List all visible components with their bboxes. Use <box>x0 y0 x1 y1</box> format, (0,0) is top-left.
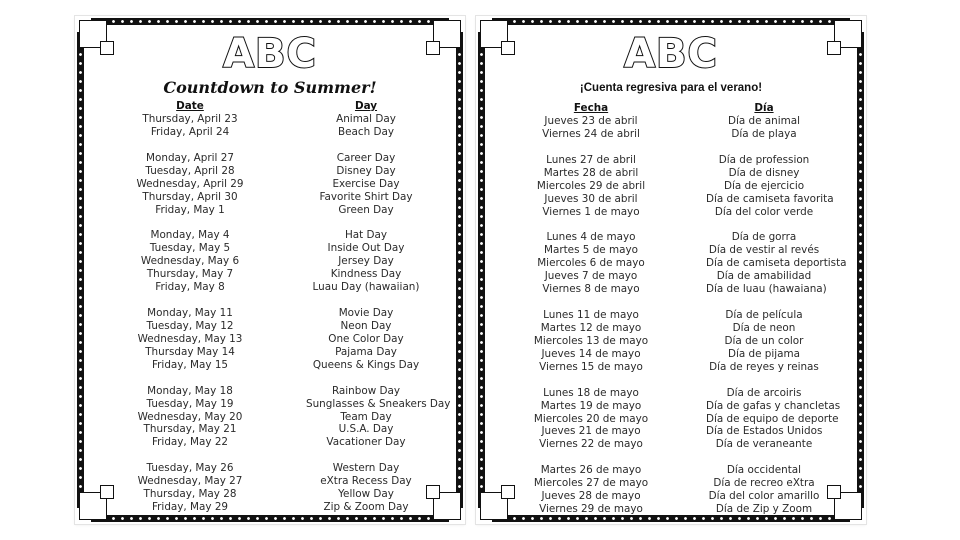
date-cell: Wednesday, May 27 <box>137 475 243 488</box>
theme-day-cell: Exercise Day <box>332 177 400 190</box>
schedule-row <box>476 257 866 270</box>
theme-day-cell: Día de arcoiris <box>726 386 802 399</box>
theme-day-cell: Yellow Day <box>338 488 394 501</box>
theme-day-cell: Team Day <box>340 410 392 423</box>
day-column-header: Day <box>354 100 378 112</box>
date-cell: Viernes 15 de mayo <box>539 360 643 373</box>
english-page <box>75 16 465 524</box>
schedule-row <box>75 398 465 411</box>
group-spacer <box>476 374 866 387</box>
date-cell: Miercoles 20 de mayo <box>533 412 649 425</box>
theme-day-cell: Vacationer Day <box>326 436 406 449</box>
date-cell: Monday, April 27 <box>146 151 234 164</box>
theme-day-cell: Jersey Day <box>338 255 394 268</box>
date-cell: Jueves 28 de mayo <box>541 490 641 503</box>
schedule-row <box>75 242 465 255</box>
schedule-row <box>476 154 866 167</box>
date-cell: Viernes 24 de abril <box>542 127 640 140</box>
schedule-row <box>75 113 465 126</box>
date-cell: Wednesday, May 6 <box>140 255 240 268</box>
date-cell: Friday, April 24 <box>150 125 230 138</box>
dotted-border-top <box>91 18 449 25</box>
date-cell: Viernes 22 de mayo <box>539 438 643 451</box>
schedule-row <box>75 423 465 436</box>
group-spacer <box>476 141 866 154</box>
theme-day-cell: Pajama Day <box>335 345 397 358</box>
dotted-border-bottom <box>492 515 850 522</box>
theme-day-cell: Día de profession <box>718 153 810 166</box>
group-spacer <box>75 139 465 152</box>
abc-logo: ABC <box>223 31 317 77</box>
date-cell: Wednesday, May 13 <box>137 332 243 345</box>
theme-day-cell: Día de reyes y reinas <box>709 360 819 373</box>
theme-day-cell: Inside Out Day <box>327 242 405 255</box>
schedule-row <box>476 490 866 503</box>
schedule-row <box>75 307 465 320</box>
dotted-border-bottom <box>91 515 449 522</box>
date-cell: Thursday, May 21 <box>143 423 237 436</box>
schedule-row <box>75 255 465 268</box>
theme-day-cell: Rainbow Day <box>331 384 401 397</box>
date-cell: Miercoles 13 de mayo <box>533 334 649 347</box>
date-cell: Wednesday, May 20 <box>137 410 243 423</box>
schedule-row <box>75 268 465 281</box>
schedule-row <box>75 462 465 475</box>
date-cell: Martes 19 de mayo <box>540 399 642 412</box>
schedule-row <box>75 126 465 139</box>
date-cell: Wednesday, April 29 <box>136 177 244 190</box>
date-cell: Tuesday, May 5 <box>149 242 231 255</box>
theme-day-cell: Día de neon <box>732 321 796 334</box>
theme-day-cell: Día del color verde <box>714 205 814 218</box>
theme-day-cell: Día de Estados Unidos <box>706 425 823 438</box>
date-cell: Martes 12 de mayo <box>540 321 642 334</box>
date-cell: Martes 28 de abril <box>543 166 639 179</box>
date-cell: Monday, May 11 <box>147 307 233 319</box>
date-cell: Jueves 21 de mayo <box>541 425 641 438</box>
schedule-row <box>476 283 866 296</box>
theme-day-cell: Día de camiseta deportista <box>706 257 847 270</box>
date-cell: Thursday, April 23 <box>142 112 238 125</box>
theme-day-cell: Día de playa <box>731 127 797 140</box>
date-cell: Viernes 1 de mayo <box>542 205 640 218</box>
page-title: ¡Cuenta regresiva para el verano! <box>579 82 763 94</box>
schedule-row <box>476 464 866 477</box>
date-cell: Tuesday, May 19 <box>146 397 234 410</box>
theme-day-cell: Día de equipo de deporte <box>706 412 839 425</box>
date-cell: Jueves 30 de abril <box>544 192 638 205</box>
theme-day-cell: Día de amabilidad <box>716 270 812 283</box>
schedule-row <box>476 503 866 516</box>
date-cell: Miercoles 29 de abril <box>536 179 646 192</box>
schedule-row <box>75 204 465 217</box>
schedule-row <box>476 477 866 490</box>
theme-day-cell: Día de pijama <box>727 347 801 360</box>
schedule-row <box>75 359 465 372</box>
theme-day-cell: Día de un color <box>724 334 804 347</box>
theme-day-cell: Neon Day <box>340 319 392 332</box>
date-column-header: Fecha <box>573 102 609 114</box>
schedule-row <box>476 413 866 426</box>
date-cell: Friday, May 15 <box>151 358 229 371</box>
theme-day-cell: Día del color amarillo <box>708 490 820 503</box>
theme-day-cell: Beach Day <box>337 125 394 138</box>
theme-day-cell: eXtra Recess Day <box>320 475 412 488</box>
theme-day-cell: Movie Day <box>338 307 394 319</box>
schedule-row <box>75 346 465 359</box>
schedule-row <box>75 411 465 424</box>
theme-day-cell: Sunglasses & Sneakers Day <box>306 397 451 410</box>
schedule-row <box>75 178 465 191</box>
schedule-row <box>75 333 465 346</box>
schedule-row <box>75 475 465 488</box>
date-cell: Lunes 27 de abril <box>546 153 636 166</box>
date-cell: Monday, May 18 <box>147 384 233 397</box>
date-cell: Friday, May 29 <box>151 501 229 514</box>
date-cell: Viernes 29 de mayo <box>539 503 643 516</box>
theme-day-cell: Día de disney <box>728 166 800 179</box>
theme-day-cell: Día de ejercicio <box>723 179 805 192</box>
date-cell: Tuesday, April 28 <box>145 164 235 177</box>
date-cell: Jueves 7 de mayo <box>544 270 638 283</box>
date-cell: Lunes 18 de mayo <box>543 386 639 399</box>
theme-day-cell: Día de Zip y Zoom <box>715 503 813 516</box>
theme-day-cell: Día de luau (hawaiana) <box>706 283 827 296</box>
schedule-row <box>476 322 866 335</box>
group-spacer <box>75 294 465 307</box>
theme-day-cell: Día de veraneante <box>715 438 813 451</box>
theme-day-cell: Día de animal <box>727 114 801 127</box>
schedule-row <box>476 425 866 438</box>
schedule-row <box>476 348 866 361</box>
group-spacer <box>75 372 465 385</box>
schedule-row <box>75 501 465 514</box>
schedule-row <box>476 270 866 283</box>
schedule-table <box>476 102 866 516</box>
schedule-row <box>476 400 866 413</box>
schedule-row <box>75 436 465 449</box>
schedule-row <box>75 152 465 165</box>
schedule-row <box>476 309 866 322</box>
theme-day-cell: Día de camiseta favorita <box>706 192 834 205</box>
schedule-row <box>476 244 866 257</box>
group-spacer <box>476 296 866 309</box>
theme-day-cell: Disney Day <box>336 164 396 177</box>
date-cell: Thursday, May 28 <box>143 488 237 501</box>
schedule-row <box>75 281 465 294</box>
date-cell: Tuesday, May 12 <box>146 319 234 332</box>
schedule-table <box>75 100 465 514</box>
theme-day-cell: Día de película <box>725 309 803 321</box>
schedule-row <box>75 191 465 204</box>
page-title: Countdown to Summer! <box>163 78 377 97</box>
schedule-row <box>75 229 465 242</box>
day-column-header: Día <box>754 102 774 114</box>
dotted-border-top <box>492 18 850 25</box>
date-cell: Viernes 8 de mayo <box>542 283 640 296</box>
abc-logo: ABC <box>624 31 718 77</box>
schedule-row <box>476 387 866 400</box>
theme-day-cell: Día de gorra <box>731 231 797 244</box>
schedule-row <box>476 361 866 374</box>
theme-day-cell: One Color Day <box>328 332 404 345</box>
date-cell: Monday, May 4 <box>150 229 230 242</box>
schedule-row <box>476 180 866 193</box>
theme-day-cell: U.S.A. Day <box>338 423 394 436</box>
schedule-row <box>476 193 866 206</box>
schedule-row <box>476 128 866 141</box>
date-cell: Miercoles 27 de mayo <box>533 477 649 490</box>
theme-day-cell: Zip & Zoom Day <box>323 501 409 514</box>
date-cell: Friday, May 8 <box>155 281 225 294</box>
group-spacer <box>476 451 866 464</box>
group-spacer <box>75 449 465 462</box>
schedule-row <box>75 165 465 178</box>
theme-day-cell: Día occidental <box>726 464 802 477</box>
date-column-header: Date <box>176 100 204 112</box>
date-cell: Martes 26 de mayo <box>540 464 642 477</box>
date-cell: Jueves 23 de abril <box>544 114 638 127</box>
theme-day-cell: Western Day <box>332 462 400 475</box>
theme-day-cell: Hat Day <box>344 229 388 242</box>
date-cell: Martes 5 de mayo <box>544 244 638 257</box>
theme-day-cell: Día de vestir al revés <box>708 244 820 257</box>
group-spacer <box>476 218 866 231</box>
schedule-row <box>476 206 866 219</box>
theme-day-cell: Career Day <box>336 151 396 164</box>
group-spacer <box>75 216 465 229</box>
date-cell: Thursday, April 30 <box>142 190 238 203</box>
schedule-row <box>75 385 465 398</box>
date-cell: Lunes 4 de mayo <box>546 231 636 244</box>
theme-day-cell: Día de gafas y chancletas <box>706 399 841 412</box>
theme-day-cell: Queens & Kings Day <box>312 358 420 371</box>
date-cell: Friday, May 22 <box>151 436 229 449</box>
date-cell: Jueves 14 de mayo <box>541 347 641 360</box>
theme-day-cell: Kindness Day <box>330 268 402 281</box>
schedule-row <box>75 320 465 333</box>
theme-day-cell: Favorite Shirt Day <box>319 190 413 203</box>
theme-day-cell: Día de recreo eXtra <box>713 477 815 490</box>
date-cell: Lunes 11 de mayo <box>543 309 639 321</box>
date-cell: Miercoles 6 de mayo <box>537 257 645 270</box>
schedule-row <box>75 488 465 501</box>
date-cell: Thursday, May 7 <box>146 268 234 281</box>
date-cell: Friday, May 1 <box>155 203 225 216</box>
theme-day-cell: Animal Day <box>336 112 396 125</box>
spanish-page <box>476 16 866 524</box>
schedule-row <box>476 167 866 180</box>
date-cell: Thursday May 14 <box>145 345 235 358</box>
schedule-row <box>476 438 866 451</box>
theme-day-cell: Green Day <box>338 203 394 216</box>
schedule-row <box>476 335 866 348</box>
theme-day-cell: Luau Day (hawaiian) <box>312 281 420 294</box>
date-cell: Tuesday, May 26 <box>146 462 234 475</box>
schedule-row <box>476 115 866 128</box>
schedule-row <box>476 231 866 244</box>
